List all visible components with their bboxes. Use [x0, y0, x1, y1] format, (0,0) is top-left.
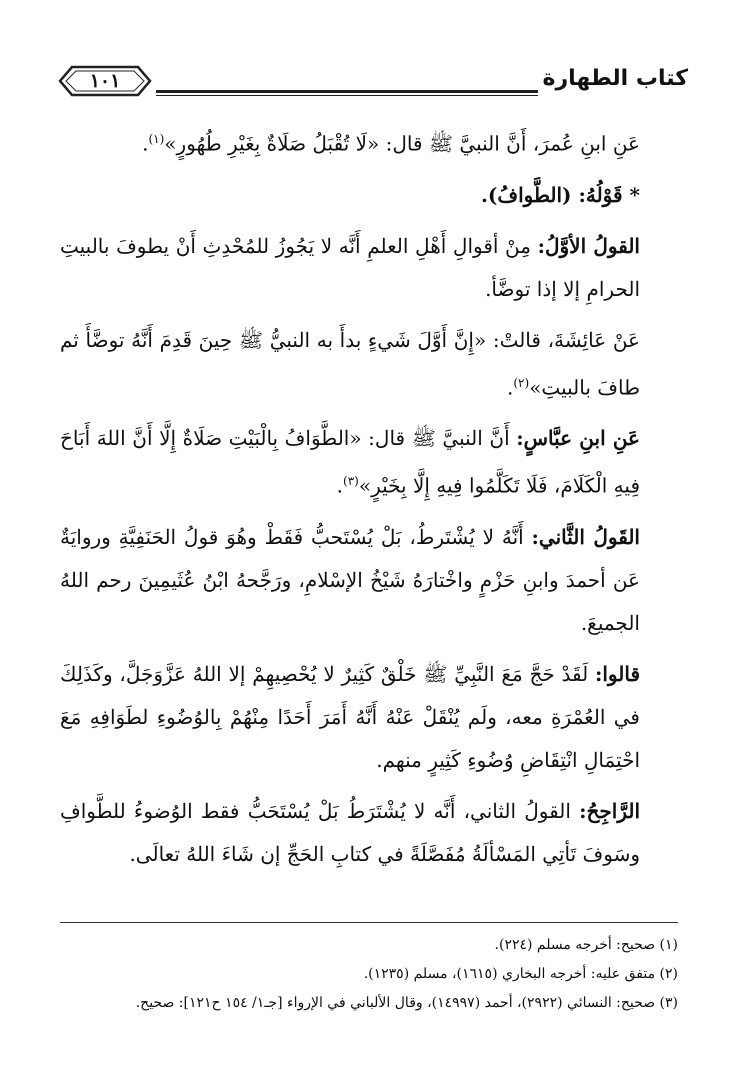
- paragraph-hadith-aisha: عَنْ عَائِشَةَ، قالتْ: «إِنَّ أَوَّلَ شَيءٍ بدأَ به النبيُّ ﷺ حِينَ قَدِمَ أَنَّهُ توضَّأَ ثم طافَ بالبيتِ»$^{(٢)}$.: [60, 327, 640, 400]
- book-title: كتاب الطهارة: [542, 66, 688, 91]
- preferred-text: القولُ الثاني، أَنَّه لا يُشْتَرَطُ بَلْ يُسْتَحَبُّ فقط الوُضوءُ للطَّوافِ وسَوفَ تَأتِي المَسْألَةُ مُفَصَّلَةً في كتابِ الحَجِّ إن شَاءَ اللهُ تعالَى.: [60, 798, 640, 866]
- hadith-text: عَنِ ابنِ عُمرَ، أَنَّ النبيَّ ﷺ قال: «لَا تُقْبَلُ صَلَاةٌ بِغَيْرِ طُهُورٍ»: [164, 131, 640, 156]
- second-opinion-text: أَنَّهُ لا يُشْتَرطُ، بَلْ يُسْتَحبُّ فَقَطْ وهُوَ قولُ الحَنَفِيَّةِ وروايَةٌ عَن أحمدَ وابنِ حَزْمٍ واخْتارَهُ شَيْخُ الإسْلامِ، ورَجَّحهُ ابْنُ عُثَيمِينَ رحم اللهُ الجميعَ.: [60, 524, 640, 635]
- paragraph-second-opinion: [60, 516, 678, 645]
- footnotes: [60, 922, 678, 1018]
- hadith-text: عَنْ عَائِشَةَ، قالتْ: «إِنَّ أَوَّلَ شَيءٍ بدأَ به النبيُّ ﷺ حِينَ قَدِمَ أَنَّهُ توضَّأَ ثم طافَ بالبيتِ»: [60, 327, 640, 400]
- first-opinion-text: مِنْ أقوالِ أَهْلِ العلمِ أَنَّه لا يَجُوزُ للمُحْدِثِ أَنْ يطوفَ بالبيتِ الحرامِ إلا إذا توضَّأ.: [60, 233, 640, 301]
- paragraph-evidence: [60, 653, 678, 782]
- footnote-1: (١) صحيح: أخرجه مسلم (٢٢٤).: [494, 937, 678, 953]
- footnote-ref: (١): [148, 132, 165, 146]
- main-text: [60, 118, 678, 884]
- footnote-ref: (٢): [513, 375, 530, 390]
- page-number-badge: [58, 64, 152, 98]
- header-rule-thin: [156, 95, 538, 96]
- page-header: [52, 62, 688, 102]
- preferred-label: الرَّاجِحُ:: [579, 798, 641, 823]
- evidence-text: لَقَدْ حَجَّ مَعَ النَّبِيِّ ﷺ خَلْقٌ كَثِيرٌ لا يُحْصِيهِمْ إلا اللهُ عَزَّوَجَلَّ، وكَذَلِكَ في العُمْرَةِ معه، ولَم يُنْقَلْ عَنْهُ أَنَّهُ أَمَرَ أَحَدًا مِنْهُمْ بِالوُضُوءِ لطَوَافِهِ مَعَ احْتِمَالِ انْتِقَاضِ وُضُوءِ كَثِيرٍ منهم.: [60, 661, 640, 772]
- paragraph-first-opinion: [60, 225, 678, 311]
- page-number: ١٠١: [89, 70, 121, 92]
- paragraph-preferred: [60, 790, 678, 876]
- first-opinion-label: القولُ الأوَّلُ:: [537, 233, 640, 258]
- footnote-3: (٣) صحيح: النسائي (٢٩٢٢)، أحمد (١٤٩٩٧)، وقال الألباني في الإرواء [جـ١/ ١٥٤ ح١٢١]: صحيح.: [135, 995, 678, 1011]
- section-heading-tawaf: * قَوْلُهُ: (الطَّوافُ).: [480, 182, 640, 207]
- footnote-ref: (٣): [343, 474, 359, 489]
- paragraph-hadith-ibn-abbas: عَنِ ابنِ عبَّاسٍ: أَنَّ النبيَّ ﷺ قال: «الطَّوَافُ بِالْبَيْتِ صَلَاةٌ إِلَّا أَنَّ اللهَ أَبَاحَ فِيهِ الْكَلَامَ، فَلَا تَكَلَّمُوا فِيهِ إِلَّا بِخَيْرٍ»$^{(٣)}$.: [60, 426, 640, 498]
- second-opinion-label: القَولُ الثَّاني:: [531, 524, 640, 549]
- header-rule: [156, 90, 538, 93]
- evidence-label: قالوا:: [594, 661, 641, 686]
- hadith-text: أَنَّ النبيَّ ﷺ قال: «الطَّوَافُ بِالْبَيْتِ صَلَاةٌ إِلَّا أَنَّ اللهَ أَبَاحَ فِيهِ الْكَلَامَ، فَلَا تَكَلَّمُوا فِيهِ إِلَّا بِخَيْرٍ»: [60, 426, 640, 498]
- paragraph-hadith-ibn-umar: عَنِ ابنِ عُمرَ، أَنَّ النبيَّ ﷺ قال: «لَا تُقْبَلُ صَلَاةٌ بِغَيْرِ طُهُورٍ»$^{(١)}$.: [142, 131, 640, 156]
- narrator-label: عَنِ ابنِ عبَّاسٍ:: [516, 426, 640, 451]
- footnote-2: (٢) متفق عليه: أخرجه البخاري (١٦١٥)، مسلم (١٢٣٥).: [363, 966, 678, 982]
